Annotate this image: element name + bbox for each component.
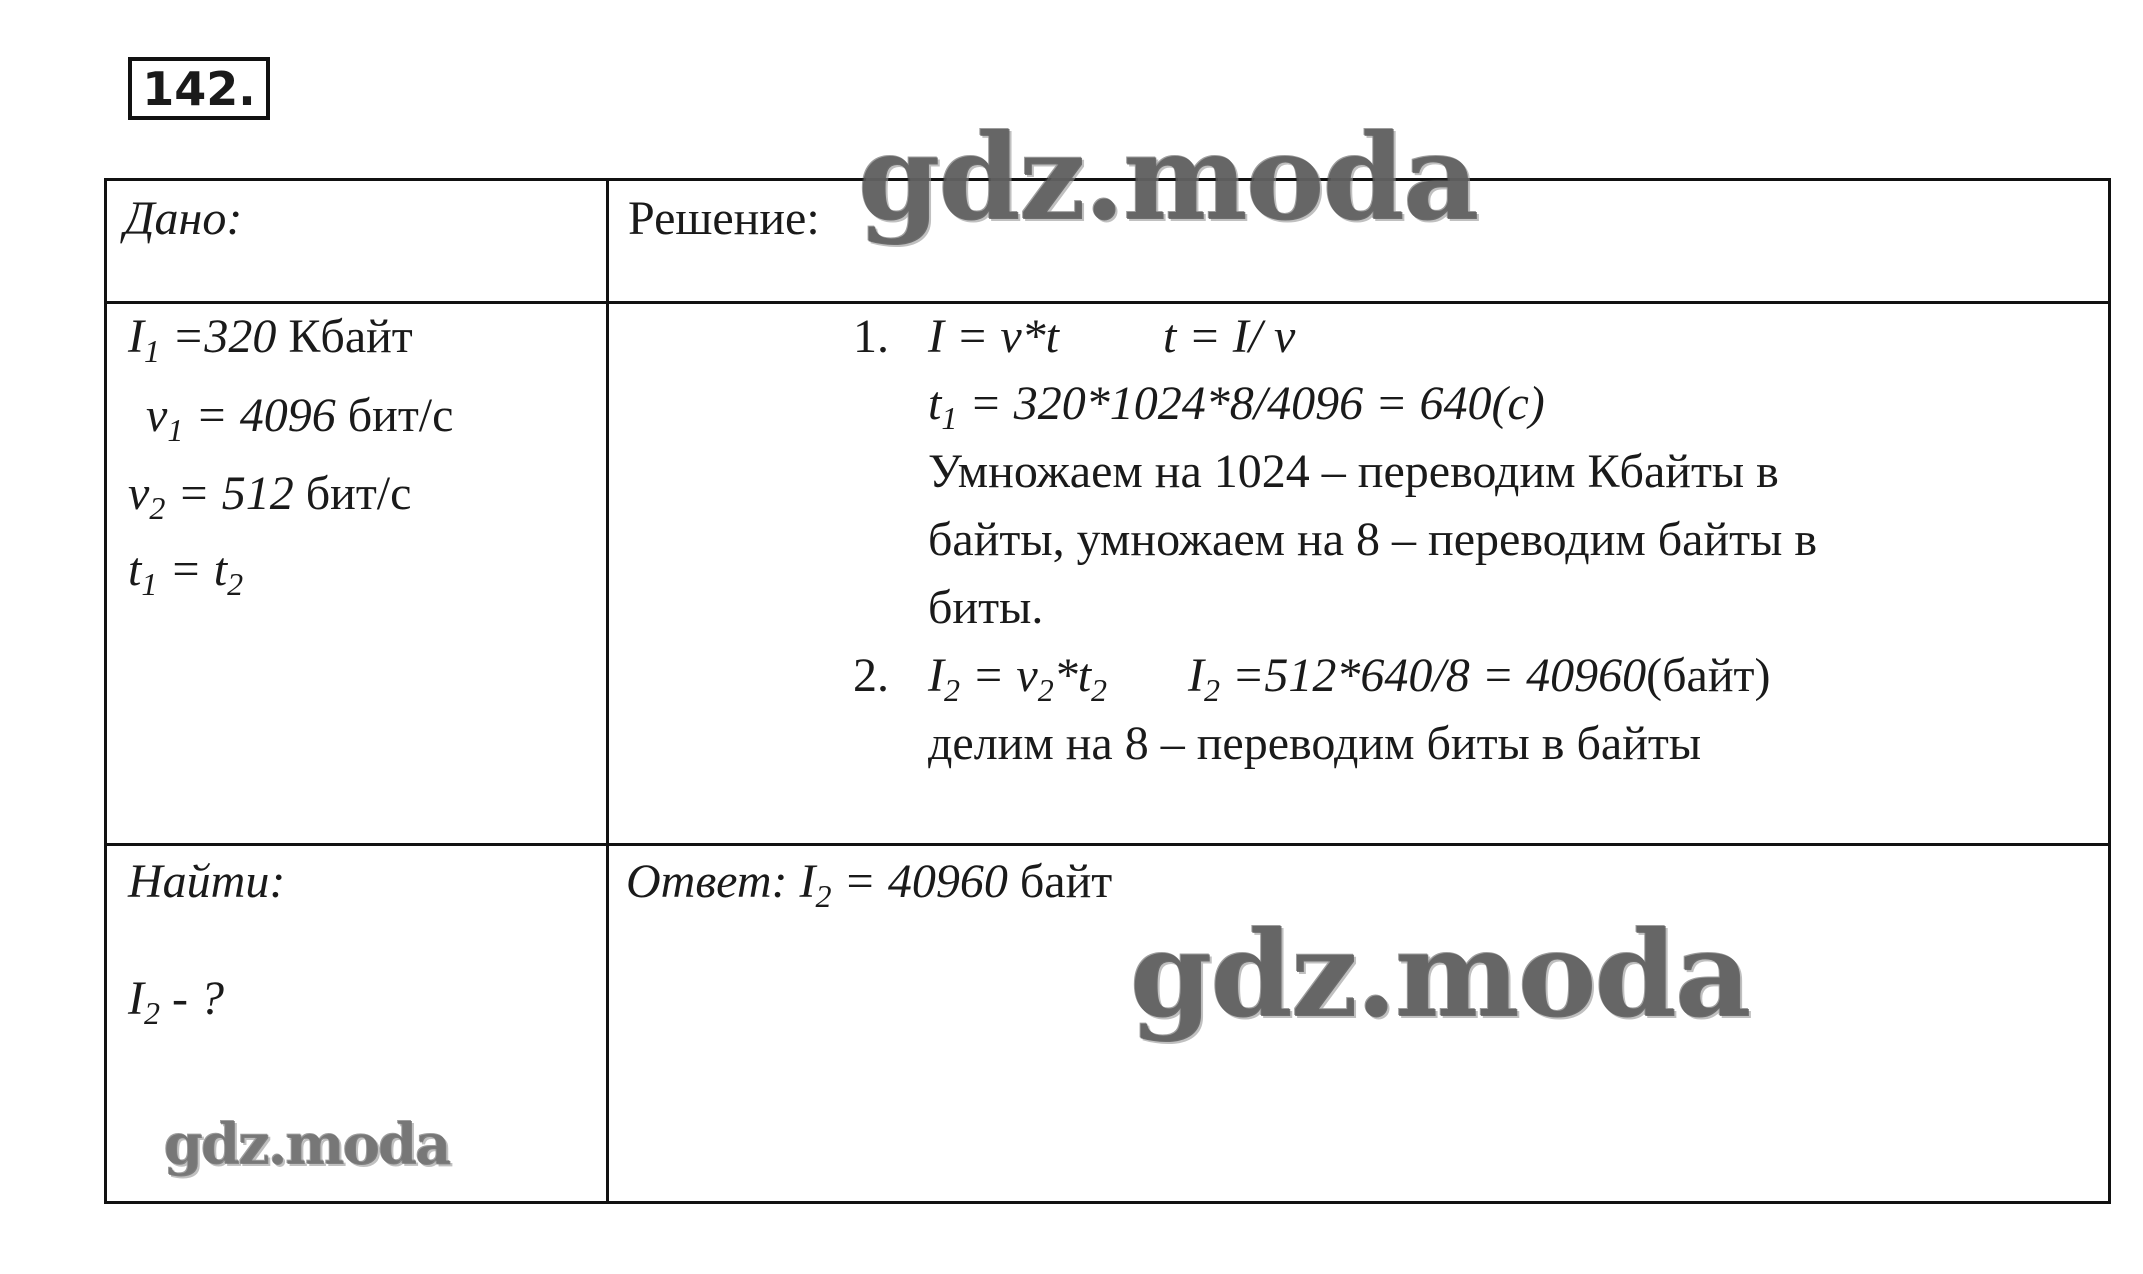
step-1-formula-a: I = v*t [928, 310, 1060, 363]
step-2-marker: 2. [853, 649, 889, 702]
step-1-calculation: $t_1 = 320*1024*8/4096 = 640(с)$ [928, 377, 1545, 436]
step-1-formula-b: t = I/ v [1163, 310, 1296, 363]
step-1-marker: 1. [853, 310, 889, 363]
header-row-divider [107, 301, 2108, 304]
given-line-2: $v_1 = 4096$ бит/с [146, 389, 454, 448]
watermark-top: gdz.moda [858, 108, 1478, 247]
step-2-calculation: $I_2 =512*640/8$ = 40960(байт) [1188, 649, 1771, 708]
given-header: Дано: [124, 192, 243, 245]
watermark-bottom-left: gdz.moda [164, 1112, 450, 1178]
watermark-middle: gdz.moda [1130, 905, 1750, 1044]
step-1-note-line-2: байты, умножаем на 8 – переводим байты в [928, 513, 1818, 566]
find-header: Найти: [128, 855, 286, 908]
column-divider [606, 181, 609, 1201]
answer-row-divider [107, 843, 2108, 846]
find-unknown: $I_2$ - ? [128, 972, 224, 1031]
step-1-note-line-3: биты. [928, 581, 1044, 634]
given-line-4: $t_1 = t_2$ [128, 543, 244, 602]
problem-number: 142. [128, 57, 270, 120]
given-line-1: $I_1 =320$ Кбайт [128, 310, 413, 369]
step-1-note-line-1: Умножаем на 1024 – переводим Кбайты в [928, 445, 1779, 498]
step-2-note: делим на 8 – переводим биты в байты [928, 717, 1702, 770]
given-line-3: $v_2 = 512$ бит/с [128, 467, 412, 526]
step-2-formula: $I_2 = v_2*t_2$ [928, 649, 1108, 708]
solution-header: Решение: [628, 192, 820, 245]
answer: Ответ: $I_2 = 40960$ байт [626, 855, 1113, 914]
